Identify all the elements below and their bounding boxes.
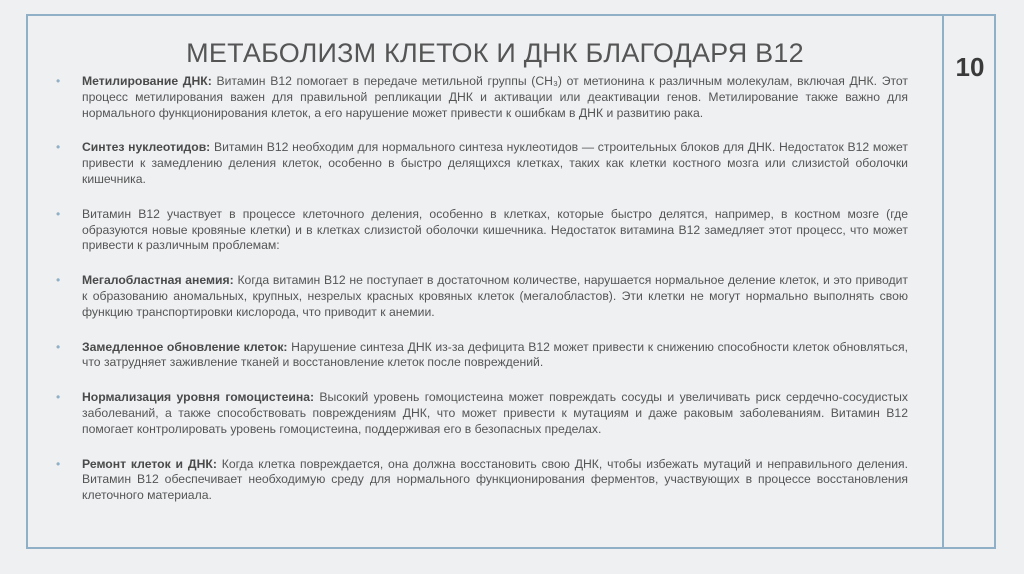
- number-divider: [942, 14, 944, 549]
- paragraph-text: Витамин B12 необходим для нормального синтеза нуклеотидов — строительных блоков для ДНК. Недостаток B12 может привести к замедлению деления клеток, особенно в быстро делящихся клетках, таких как клетки костного мозга или слизистой оболочки кишечника.: [82, 140, 908, 186]
- slide-number: 10: [955, 52, 985, 82]
- paragraph-text: Витамин B12 помогает в передаче метильной группы (CH₃) от метионина к различным молекулам, включая ДНК. Этот процесс метилирования важен для правильной репликации ДНК и активации или деактивации генов. Метилирование также важно для нормального функционирования клеток, а его нарушение может привести к ошибкам в ДНК и развитию рака.: [82, 74, 909, 120]
- paragraph-text: Витамин B12 участвует в процессе клеточного деления, особенно в клетках, которые быстро делятся, например, в костном мозге (где образуются новые кровяные клетки) и в клетках слизистой оболочки кишечника. Недостаток витамина B12 замедляет этот процесс, что может привести к различным проблемам:: [82, 206, 908, 253]
- slide-title: МЕТАБОЛИЗМ КЛЕТОК И ДНК БЛАГОДАРЯ В12: [186, 38, 804, 68]
- paragraph-term: Метилирование ДНК:: [82, 74, 212, 88]
- paragraph-term: Нормализация уровня гомоцистеина:: [82, 390, 315, 405]
- bullet-icon: •: [56, 390, 61, 405]
- bullet-icon: •: [56, 140, 61, 155]
- paragraph-nucleotide-synthesis: [56, 140, 908, 187]
- paragraph-term: Замедленное обновление клеток:: [82, 339, 288, 354]
- bullet-icon: •: [56, 339, 61, 354]
- paragraph-term: Ремонт клеток и ДНК:: [82, 456, 217, 471]
- paragraph-cell-renewal: [56, 340, 908, 372]
- bullet-icon: •: [56, 74, 61, 88]
- paragraph-dna-repair: [56, 457, 908, 504]
- paragraph-term: Мегалобластная анемия:: [82, 273, 234, 288]
- paragraph-cell-division: [56, 207, 908, 254]
- paragraph-text: Нарушение синтеза ДНК из-за дефицита B12 может привести к снижению способности клеток обновляться, что затрудняет заживление тканей и восстановление клеток после повреждений.: [82, 339, 909, 370]
- bullet-icon: •: [56, 456, 61, 471]
- paragraph-term: Синтез нуклеотидов:: [82, 140, 211, 155]
- paragraph-text: Когда клетка повреждается, она должна восстановить свою ДНК, чтобы избежать мутаций и неправильного деления. Витамин B12 обеспечивает необходимую среду для нормального функционирования ферментов, участвующих в процессе восстановления клеточного материала.: [82, 456, 908, 503]
- paragraph-megaloblastic-anemia: [56, 273, 908, 320]
- paragraph-homocysteine: [56, 390, 908, 437]
- bullet-icon: •: [56, 206, 61, 221]
- slide-content: [56, 74, 908, 504]
- paragraph-text: Когда витамин B12 не поступает в достаточном количестве, нарушается нормальное деление клеток, и это приводит к образованию аномальных, крупных, незрелых красных кровяных клеток (мегалобластов). Эти клетки не могут нормально выполнять свою функцию транспортировки кислорода, что приводит к анемии.: [82, 273, 908, 319]
- bullet-icon: •: [56, 273, 61, 288]
- paragraph-text: Высокий уровень гомоцистеина может повреждать сосуды и увеличивать риск сердечно-сосудистых заболеваний, а также способствовать повреждениям ДНК, что может привести к мутациям и даже раковым заболеваниям. Витамин B12 помогает контролировать уровень гомоцистеина, поддерживая его в безопасных пределах.: [82, 390, 908, 436]
- paragraph-dna-methylation: [56, 74, 908, 121]
